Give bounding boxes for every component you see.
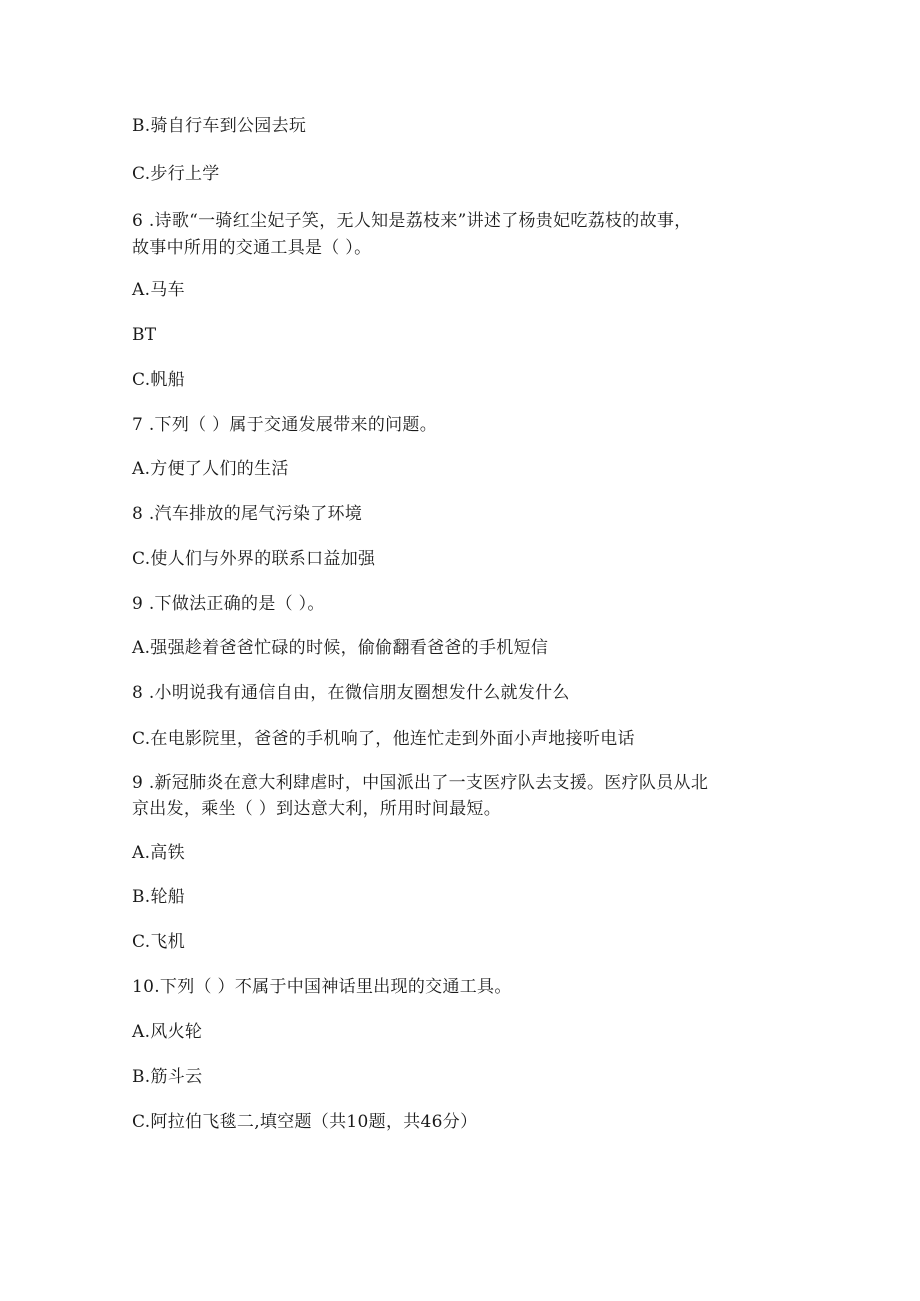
option-c-q7: C.使人们与外界的联系口益加强 xyxy=(132,549,376,569)
option-b-q6: BT xyxy=(132,325,157,345)
option-a-q9: A.强强趁着爸爸忙碌的时候，偷偷翻看爸爸的手机短信 xyxy=(132,638,549,658)
option-b-q5: B.骑自行车到公园去玩 xyxy=(132,116,307,136)
option-b-q9b: B.轮船 xyxy=(132,887,186,907)
question-7: 7 .下列（ ）属于交通发展带来的问题。 xyxy=(132,415,438,435)
option-a-q10: A.风火轮 xyxy=(132,1022,203,1042)
question-9-second-line-1: 9 .新冠肺炎在意大利肆虐时，中国派出了一支医疗队去支援。医疗队员从北 xyxy=(132,773,709,793)
option-c-q10-and-section-header: C.阿拉伯飞毯二,填空题（共10题，共46分） xyxy=(132,1112,478,1132)
option-a-q9b: A.高铁 xyxy=(132,843,185,863)
question-6-line-1: 6 .诗歌“一骑红尘妃子笑，无人知是荔枝来”讲述了杨贵妃吃荔枝的故事， xyxy=(132,211,692,231)
option-b-q7: 8 .汽车排放的尾气污染了环境 xyxy=(132,504,363,524)
option-c-q9: C.在电影院里，爸爸的手机响了，他连忙走到外面小声地接听电话 xyxy=(132,729,635,749)
option-b-q10: B.筋斗云 xyxy=(132,1067,203,1087)
option-a-q6: A.马车 xyxy=(132,280,185,300)
question-9-first: 9 .下做法正确的是（ ）。 xyxy=(132,594,325,614)
option-c-q5: C.步行上学 xyxy=(132,164,220,184)
option-a-q7: A.方便了人们的生活 xyxy=(132,459,289,479)
question-6-line-2: 故事中所用的交通工具是（ ）。 xyxy=(132,238,372,258)
question-10: 10.下列（ ）不属于中国神话里出现的交通工具。 xyxy=(132,977,512,997)
option-b-q9: 8 .小明说我有通信自由，在微信朋友圈想发什么就发什么 xyxy=(132,683,570,703)
question-9-second-line-2: 京出发，乘坐（ ）到达意大利，所用时间最短。 xyxy=(132,799,502,819)
option-c-q6: C.帆船 xyxy=(132,370,186,390)
option-c-q9b: C.飞机 xyxy=(132,932,186,952)
